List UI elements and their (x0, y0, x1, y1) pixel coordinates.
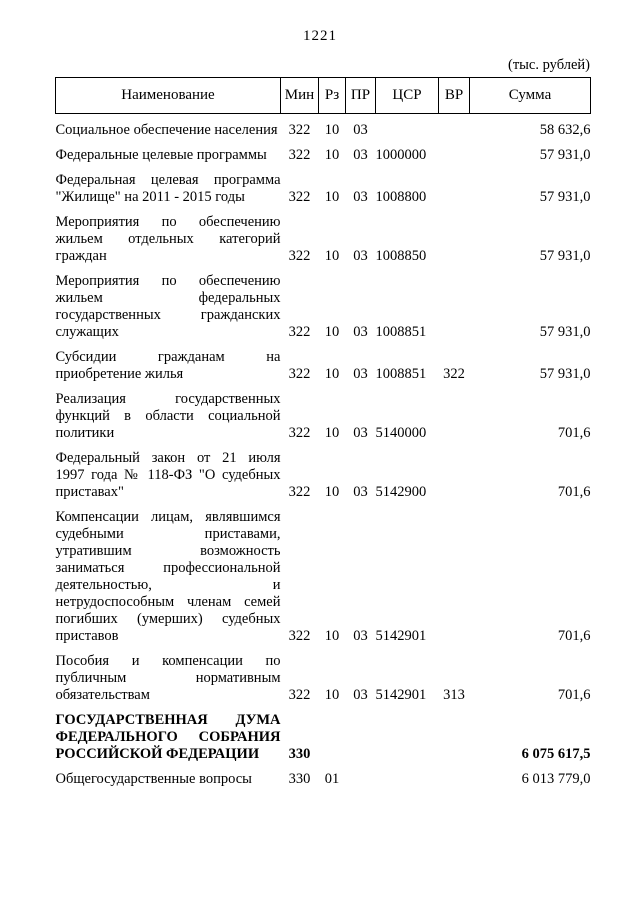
column-header-pr: ПР (346, 78, 376, 114)
cell-min: 330 (288, 746, 311, 762)
cell-csr: 5140000 (375, 425, 427, 441)
cell-csr: 5142900 (375, 484, 427, 500)
cell-vr (439, 383, 470, 442)
cell-min: 322 (288, 324, 311, 340)
cell-vr: 322 (443, 366, 465, 382)
cell-name: Реализация государственных функций в области социальной политики (55, 391, 281, 441)
cell-sum: 701,6 (557, 484, 591, 500)
cell-sum: 6 013 779,0 (521, 771, 591, 787)
table-row (56, 383, 591, 442)
units-note: (тыс. рублей) (508, 57, 590, 73)
cell-min: 330 (288, 771, 311, 787)
cell-name: ГОСУДАРСТВЕННАЯ ДУМА ФЕДЕРАЛЬНОГО СОБРАНИЯ РОССИЙСКОЙ ФЕДЕРАЦИИ (55, 712, 281, 762)
table-row (56, 164, 591, 206)
table-header (56, 78, 591, 114)
cell-pr: 03 (353, 147, 368, 163)
cell-min: 322 (288, 366, 311, 382)
cell-pr: 03 (353, 366, 368, 382)
cell-rz: 10 (324, 484, 340, 500)
cell-pr: 03 (353, 687, 368, 703)
cell-rz: 10 (324, 324, 340, 340)
table-row (56, 114, 591, 140)
cell-min: 322 (288, 687, 311, 703)
cell-csr: 5142901 (375, 687, 427, 703)
cell-rz (319, 704, 346, 763)
table-row (56, 341, 591, 383)
cell-sum: 57 931,0 (539, 147, 591, 163)
cell-csr: 5142901 (375, 628, 427, 644)
cell-rz: 10 (324, 147, 340, 163)
cell-pr: 03 (353, 628, 368, 644)
cell-sum: 57 931,0 (539, 366, 591, 382)
cell-name: Общегосударственные вопросы (55, 771, 252, 787)
table-row (56, 704, 591, 763)
cell-name: Мероприятия по обеспечению жильем федеральных государственных гражданских служащих (55, 273, 281, 340)
cell-name: Пособия и компенсации по публичным нормативным обязательствам (55, 653, 281, 703)
cell-pr (346, 704, 376, 763)
table-row (56, 442, 591, 501)
cell-min: 322 (288, 425, 311, 441)
cell-name: Федеральная целевая программа "Жилище" на 2011 - 2015 годы (55, 172, 281, 205)
column-header-vr: ВР (439, 78, 470, 114)
cell-vr (439, 114, 470, 140)
cell-vr (439, 501, 470, 645)
table-row (56, 763, 591, 788)
cell-rz: 01 (324, 771, 340, 787)
cell-vr: 313 (443, 687, 465, 703)
column-header-name: Наименование (56, 78, 281, 114)
cell-pr (346, 763, 376, 788)
cell-pr: 03 (353, 248, 368, 264)
cell-pr: 03 (353, 324, 368, 340)
cell-name: Федеральные целевые программы (55, 147, 267, 163)
cell-pr: 03 (353, 189, 368, 205)
cell-rz: 10 (324, 189, 340, 205)
cell-name: Компенсации лицам, являвшимся судебными приставами, утратившим возможность заниматься профессиональной деятельностью, и нетрудоспособным членам семей погибших (умерших) судебных приставов (55, 509, 281, 644)
cell-sum: 57 931,0 (539, 324, 591, 340)
column-header-rz: Рз (319, 78, 346, 114)
cell-vr (439, 442, 470, 501)
cell-csr (376, 114, 439, 140)
table-row (56, 206, 591, 265)
cell-sum: 701,6 (557, 425, 591, 441)
cell-rz: 10 (324, 425, 340, 441)
column-header-min: Мин (281, 78, 319, 114)
cell-vr (439, 164, 470, 206)
table-row (56, 645, 591, 704)
cell-rz: 10 (324, 122, 340, 138)
budget-table (55, 77, 591, 788)
cell-rz: 10 (324, 366, 340, 382)
cell-sum: 6 075 617,5 (521, 746, 591, 762)
cell-vr (439, 704, 470, 763)
cell-name: Социальное обеспечение населения (55, 122, 278, 138)
cell-min: 322 (288, 189, 311, 205)
cell-sum: 57 931,0 (539, 248, 591, 264)
cell-pr: 03 (353, 425, 368, 441)
cell-csr (376, 763, 439, 788)
cell-rz: 10 (324, 687, 340, 703)
table-row (56, 265, 591, 341)
cell-name: Субсидии гражданам на приобретение жилья (55, 349, 281, 382)
cell-min: 322 (288, 248, 311, 264)
cell-sum: 701,6 (557, 687, 591, 703)
header-row (56, 78, 591, 114)
cell-csr: 1008800 (375, 189, 427, 205)
cell-min: 322 (288, 147, 311, 163)
cell-csr: 1008850 (375, 248, 427, 264)
cell-min: 322 (288, 628, 311, 644)
cell-name: Федеральный закон от 21 июля 1997 года № 118-ФЗ "О судебных приставах" (55, 450, 281, 500)
cell-csr: 1000000 (375, 147, 427, 163)
cell-csr: 1008851 (375, 324, 427, 340)
cell-min: 322 (288, 122, 311, 138)
table-row (56, 501, 591, 645)
cell-pr: 03 (353, 484, 368, 500)
cell-sum: 701,6 (557, 628, 591, 644)
cell-sum: 57 931,0 (539, 189, 591, 205)
cell-csr (376, 704, 439, 763)
column-header-csr: ЦСР (376, 78, 439, 114)
cell-vr (439, 265, 470, 341)
cell-pr: 03 (353, 122, 368, 138)
cell-name: Мероприятия по обеспечению жильем отдельных категорий граждан (55, 214, 281, 264)
cell-min: 322 (288, 484, 311, 500)
table-row (56, 139, 591, 164)
cell-vr (439, 763, 470, 788)
column-header-sum: Сумма (470, 78, 591, 114)
table-body (56, 114, 591, 789)
cell-rz: 10 (324, 628, 340, 644)
cell-csr: 1008851 (375, 366, 427, 382)
page-number: 1221 (303, 28, 337, 44)
cell-vr (439, 206, 470, 265)
cell-sum: 58 632,6 (539, 122, 591, 138)
cell-rz: 10 (324, 248, 340, 264)
cell-vr (439, 139, 470, 164)
